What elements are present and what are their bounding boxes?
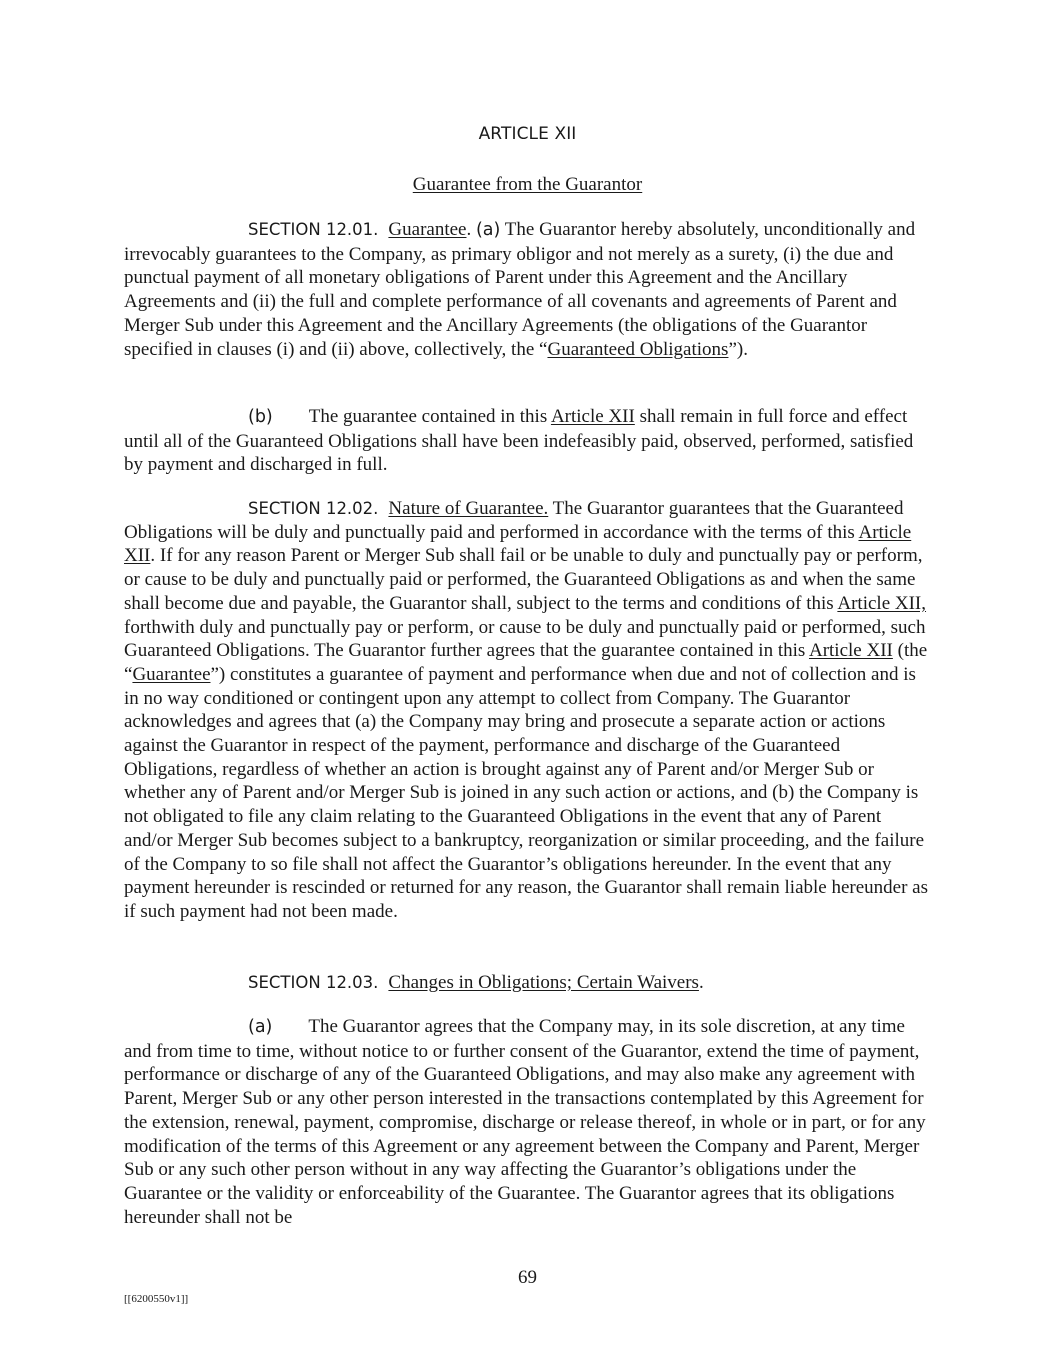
document-id: [[6200550v1]] — [124, 1293, 189, 1305]
section-number: SECTION 12.02. — [248, 499, 379, 518]
clause-letter: (a) — [248, 1017, 273, 1037]
page-number: 69 — [518, 1267, 537, 1288]
cross-reference: Article XII — [550, 406, 635, 427]
section-heading: Changes in Obligations; Certain Waivers — [388, 972, 699, 993]
section-12-03-heading: SECTION 12.03. Changes in Obligations; Certain Waivers. — [248, 972, 704, 993]
section-12-03-a-paragraph: (a) The Guarantor agrees that the Company may, in its sole discretion, at any time and from time to time, without notice to or further consent of the Guarantor, extend the time of payment, performance or discharge of any of the Guaranteed Obligations, and may also make any agreement with Parent, Merger Sub or any other person interested in the transactions contemplated by this Agreement for the extension, renewal, payment, compromise, discharge or release thereof, in whole or in part, or for any modification of the terms of this Agreement or any agreement between the Company and Parent, Merger Sub or any such other person without in any way affecting the Guarantor’s obligations under the Guarantee or the validity or enforceability of the Guarantee. The Guarantor agrees that its obligations hereunder shall not be — [124, 1016, 926, 1228]
defined-term: Guarantee — [132, 663, 211, 685]
cross-reference: Article XII, — [837, 592, 927, 614]
cross-reference: Article XII — [124, 521, 912, 567]
defined-term: Guaranteed Obligations — [547, 338, 729, 360]
section-heading: Guarantee — [388, 219, 467, 240]
section-number: SECTION 12.01. — [248, 220, 379, 239]
cross-reference: Article XII — [808, 640, 893, 662]
section-heading: Nature of Guarantee. — [388, 498, 549, 519]
clause-letter: (b) — [248, 407, 273, 427]
section-12-02-paragraph: SECTION 12.02. Nature of Guarantee. The Guarantor guarantees that the Guaranteed Obligations will be duly and punctually paid and performed in accordance with the terms of this Article XII. If for any reason Parent or Merger Sub shall fail or be unable to duly and punctually pay or perform, or cause to be duly and punctually paid or performed, the Guaranteed Obligations as and when the same shall become due and payable, the Guarantor shall, subject to the terms and conditions of this Article XII, forthwith duly and punctually pay or perform, or cause to be duly and punctually paid or performed, such Guaranteed Obligations. The Guarantor further agrees that the guarantee contained in this Article XII (the “Guarantee”) constitutes a guarantee of payment and performance when due and not of collection and is in no way conditioned or contingent upon any attempt to collect from Company. The Guarantor acknowledges and agrees that (a) the Company may bring and prosecute a separate action or actions against the Guarantor in respect of the payment, performance and discharge of the Guaranteed Obligations, regardless of whether an action is brought against any of Parent and/or Merger Sub or whether any of Parent and/or Merger Sub is joined in any such action or actions, and (b) the Company is not obligated to file any claim relating to the Guaranteed Obligations in the event that any of Parent and/or Merger Sub becomes subject to a bankruptcy, reorganization or similar proceeding, and the failure of the Company to so file shall not affect the Guarantor’s obligations hereunder. In the event that any payment hereunder is rescinded or returned for any reason, the Guarantor shall remain liable hereunder as if such payment had not been made. — [124, 498, 929, 922]
article-subtitle: Guarantee from the Guarantor — [412, 174, 643, 195]
clause-letter: (a) — [475, 220, 501, 240]
article-title: ARTICLE XII — [478, 124, 577, 144]
section-12-01-paragraph: SECTION 12.01. Guarantee. (a) The Guarantor hereby absolutely, unconditionally and irrevocably guarantees to the Company, as primary obligor and not merely as a surety, (i) the due and punctual payment of all monetary obligations of Parent under this Agreement and the Ancillary Agreements and (ii) the full and complete performance of all covenants and agreements of Parent and Merger Sub under this Agreement and the Ancillary Agreements (the obligations of the Guarantor specified in clauses (i) and (ii) above, collectively, the “Guaranteed Obligations”). — [124, 219, 916, 360]
section-12-01-b-paragraph: (b) The guarantee contained in this Article XII shall remain in full force and effect until all of the Guaranteed Obligations shall have been indefeasibly paid, observed, performed, satisfied by payment and discharged in full. — [124, 406, 914, 476]
section-number: SECTION 12.03. — [248, 973, 379, 992]
